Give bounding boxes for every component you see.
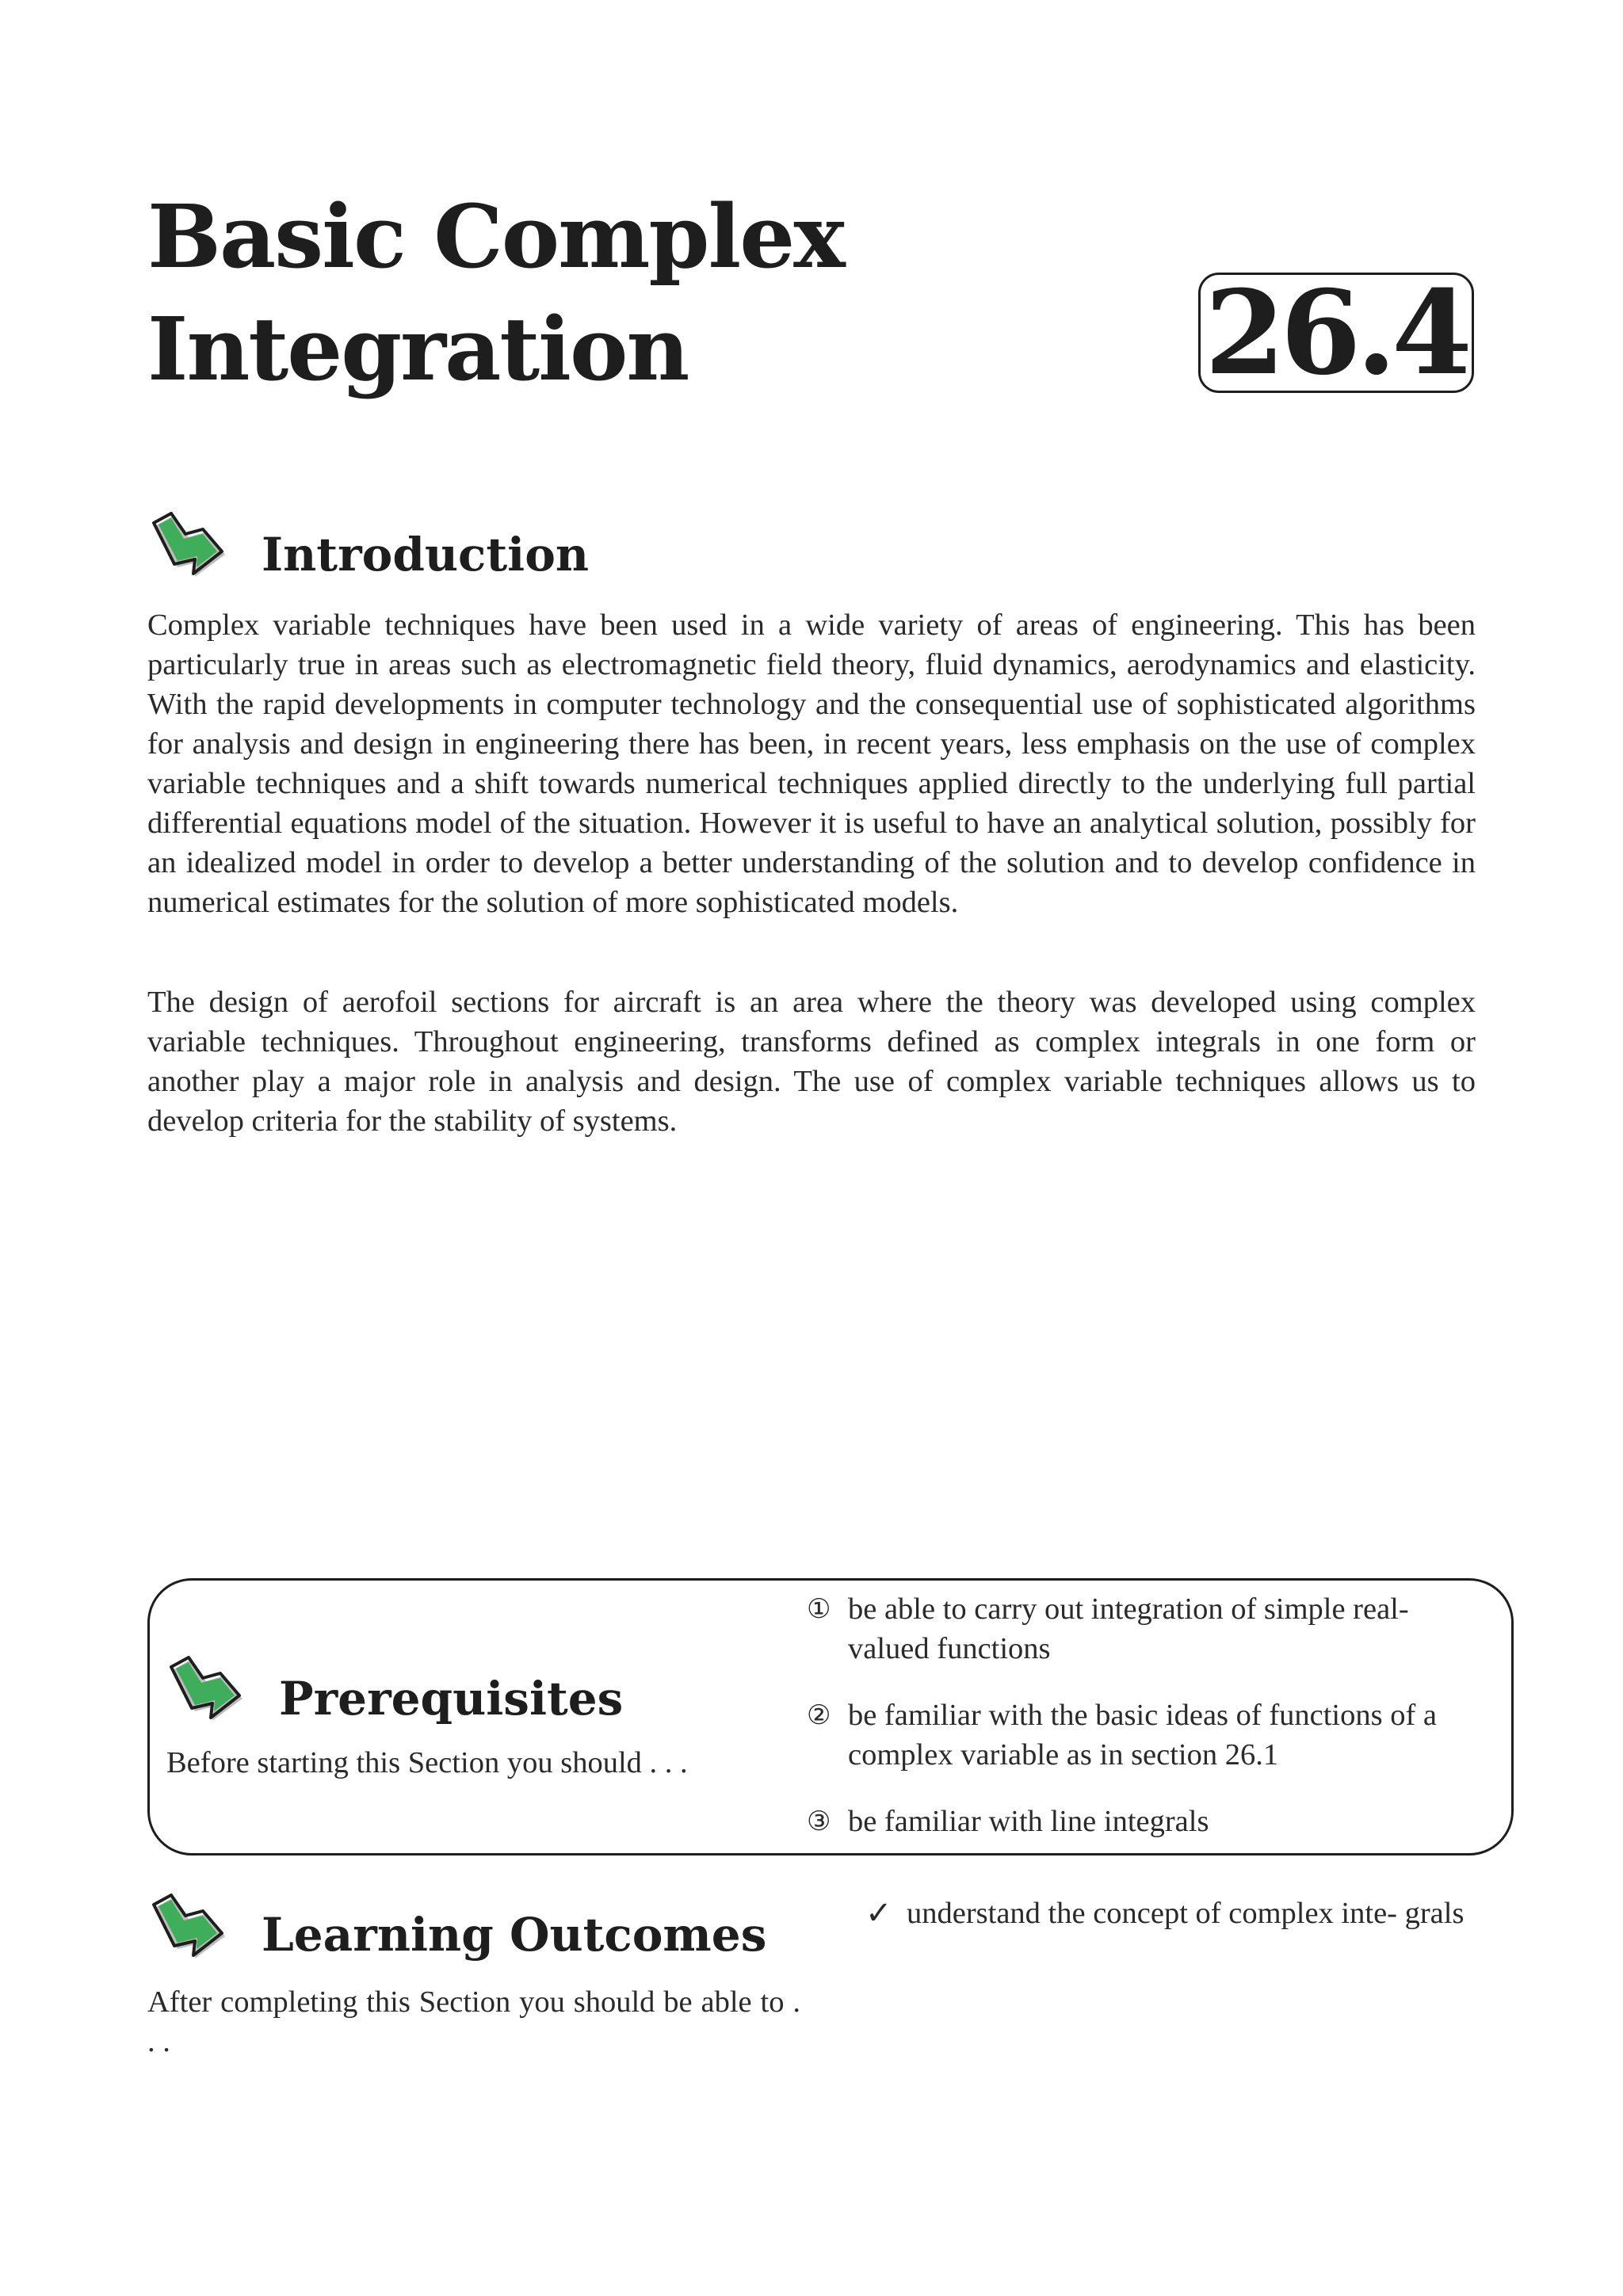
green-arrow-icon: [165, 1654, 247, 1727]
introduction-heading: Introduction: [262, 528, 590, 582]
introduction-paragraph-1: Complex variable techniques have been used in a wide variety of areas of engineering. This has been particularly true in areas such as electromagnetic field theory, fluid dynamics, aerodynamics and elasticity. With the rapid developments in computer technology and the consequential use of sophisticated algorithms for analysis and design in engineering there has been, in recent years, less emphasis on the use of complex variable techniques and a shift towards numerical techniques applied directly to the underlying full partial differential equations model of the situation. However it is useful to have an analytical solution, possibly for an idealized model in order to develop a better understanding of the solution and to develop confidence in numerical estimates for the solution of more sophisticated models.: [147, 608, 1476, 919]
item-text: be familiar with the basic ideas of functions of a complex variable as in section 26.1: [848, 1699, 1438, 1772]
prerequisites-intro: Before starting this Section you should . . .: [166, 1746, 688, 1779]
introduction-paragraph-2: The design of aerofoil sections for aircraft is an area where the theory was developed using complex variable techniques. Throughout engineering, transforms defined as complex integrals in one form or another play a major role in analysis and design. The use of complex variable techniques allows us to develop criteria for the stability of systems.: [147, 986, 1476, 1138]
title-line-1: Basic Complex: [147, 185, 844, 288]
item-marker: ③: [807, 1806, 831, 1837]
learning-outcome-item: [865, 1894, 1476, 1933]
prerequisite-item: [807, 1589, 1465, 1669]
section-number-badge: 26.4: [1198, 273, 1474, 393]
item-marker: ①: [807, 1593, 831, 1625]
prerequisite-item: [807, 1802, 1465, 1841]
item-text: understand the concept of complex inte- grals: [907, 1897, 1465, 1930]
prerequisite-item: [807, 1695, 1465, 1775]
item-text: be familiar with line integrals: [848, 1805, 1209, 1838]
prerequisites-heading: Prerequisites: [279, 1672, 624, 1726]
learning-outcomes-intro: After completing this Section you should be able to . . .: [147, 1985, 800, 2058]
title-line-2: Integration: [147, 298, 689, 400]
green-arrow-icon: [147, 510, 230, 583]
check-icon: ✓: [865, 1895, 892, 1932]
green-arrow-icon: [147, 1892, 230, 1965]
page-title: [147, 181, 844, 406]
item-text: be able to carry out integration of simple real-valued functions: [848, 1592, 1409, 1665]
item-marker: ②: [807, 1699, 831, 1731]
learning-outcomes-heading: Learning Outcomes: [262, 1908, 767, 1962]
